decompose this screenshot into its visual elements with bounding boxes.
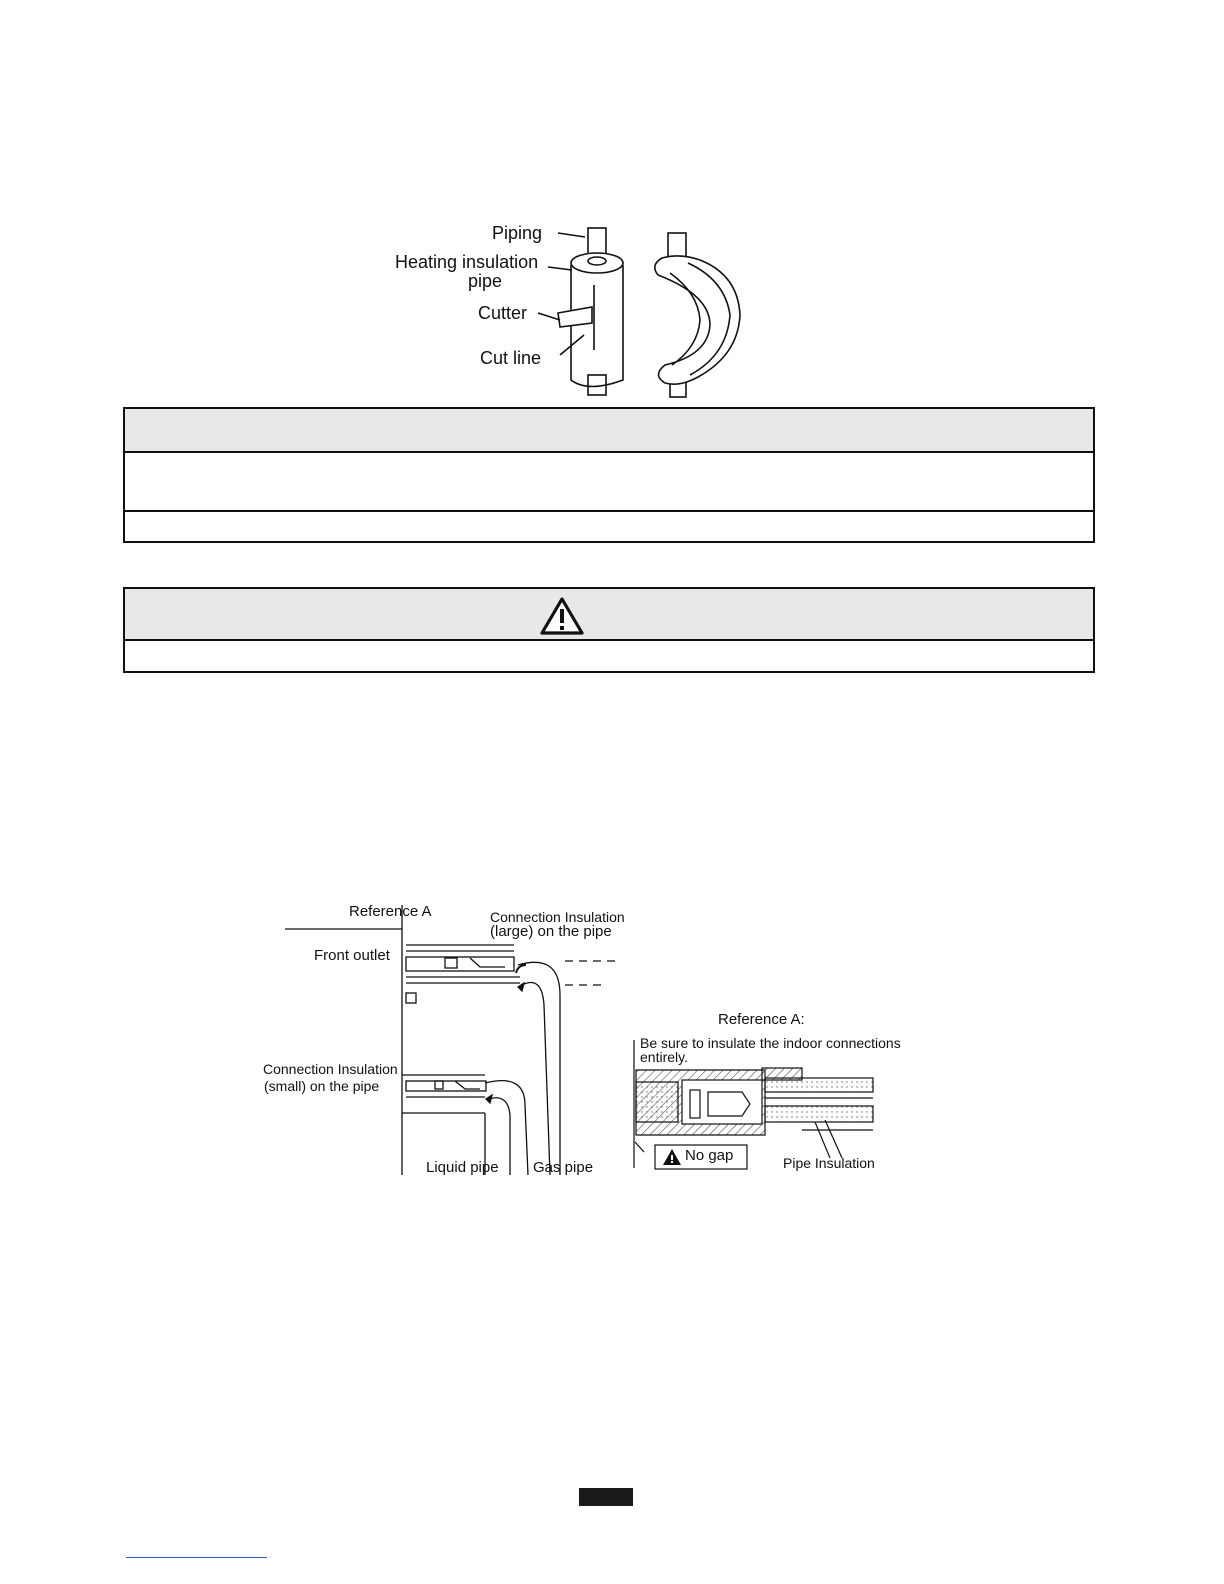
note-table-row-2 bbox=[125, 512, 1093, 541]
label-cut-line: Cut line bbox=[480, 348, 542, 368]
label-insulate-note-2: entirely. bbox=[640, 1049, 688, 1065]
note-table-header bbox=[125, 409, 1093, 453]
label-conn-large-2: (large) on the pipe bbox=[490, 923, 612, 940]
label-heating-insulation-pipe: pipe bbox=[468, 271, 503, 291]
page-number-block bbox=[579, 1488, 633, 1506]
insulation-cut-illustration bbox=[380, 215, 760, 405]
label-insulate-note-1: Be sure to insulate the indoor connections bbox=[640, 1035, 901, 1051]
note-table bbox=[123, 407, 1095, 543]
label-pipe-insulation: Pipe Insulation bbox=[783, 1155, 875, 1171]
warning-triangle-icon bbox=[539, 596, 585, 636]
label-heating-insulation: Heating insulation bbox=[395, 252, 539, 272]
figure-reference-a-detail bbox=[630, 1010, 920, 1180]
caution-table-header bbox=[125, 589, 1093, 641]
figure-connection-insulation bbox=[260, 895, 630, 1185]
note-table-row-1 bbox=[125, 453, 1093, 512]
label-front-outlet: Front outlet bbox=[314, 947, 390, 964]
label-reference-a: Reference A bbox=[349, 903, 432, 920]
label-gas-pipe: Gas pipe bbox=[533, 1159, 594, 1176]
caution-table bbox=[123, 587, 1095, 673]
label-conn-small-1: Connection Insulation bbox=[263, 1061, 398, 1077]
label-reference-a-title: Reference A: bbox=[718, 1011, 805, 1028]
label-conn-small-2: (small) on the pipe bbox=[264, 1078, 380, 1094]
label-piping: Piping bbox=[492, 223, 543, 243]
label-cutter: Cutter bbox=[478, 303, 528, 323]
label-conn-large-1: Connection Insulation bbox=[490, 909, 625, 925]
caution-table-row-1 bbox=[125, 641, 1093, 671]
figure-insulation-cut bbox=[380, 215, 760, 405]
footer-link-underline[interactable] bbox=[126, 1557, 267, 1558]
label-no-gap: No gap bbox=[685, 1147, 734, 1164]
label-liquid-pipe: Liquid pipe bbox=[426, 1159, 499, 1176]
